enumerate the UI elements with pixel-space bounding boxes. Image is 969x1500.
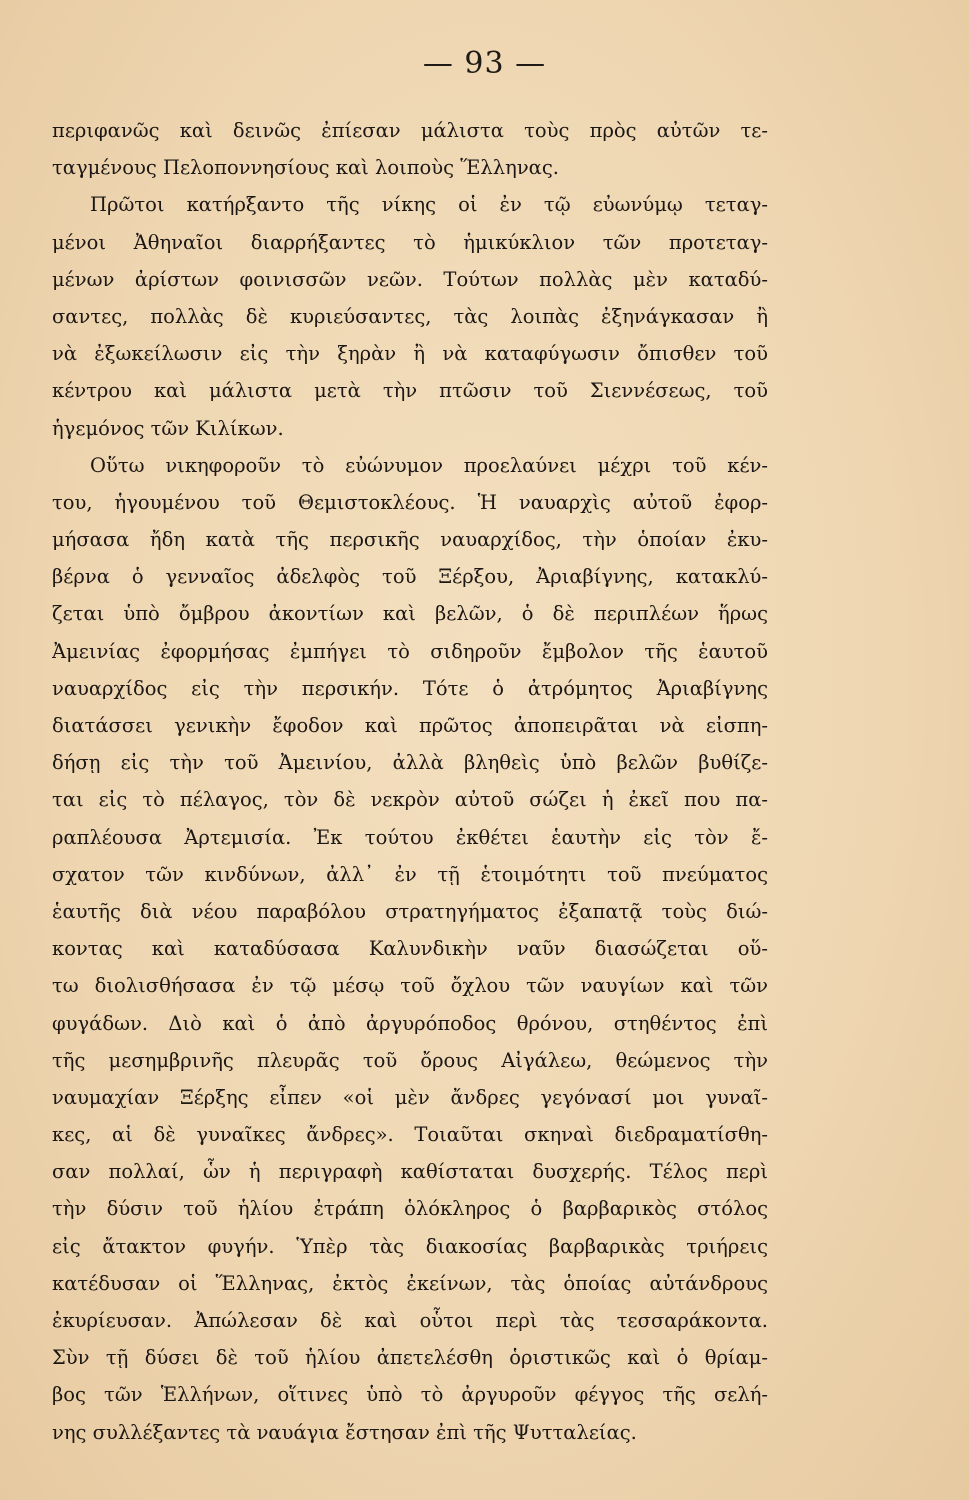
text-line: μένων ἀρίστων φοινισσῶν νεῶν. Τούτων πολλὰς μὲν καταδύ- xyxy=(52,267,768,291)
text-line: ἐκυρίευσαν. Ἀπώλεσαν δὲ καὶ οὗτοι περὶ τὰς τεσσαράκοντα. xyxy=(52,1309,768,1332)
text-line: κες, αἱ δὲ γυναῖκες ἄνδρες». Τοιαῦται σκηναὶ διεδραματίσθη- xyxy=(52,1123,768,1147)
page-number: — 93 — xyxy=(422,46,547,81)
text-line: κατέδυσαν οἱ Ἕλληνας, ἐκτὸς ἐκείνων, τὰς ὁποίας αὐτάνδρους xyxy=(52,1271,768,1295)
text-line: βέρνα ὁ γενναῖος ἀδελφὸς τοῦ Ξέρξου, Ἀριαβίγνης, κατακλύ- xyxy=(52,565,768,589)
text-line: ταγμένους Πελοποννησίους καὶ λοιποὺς Ἕλληνας. xyxy=(52,156,559,180)
text-line: τω διολισθήσασα ἐν τῷ μέσῳ τοῦ ὄχλου τῶν ναυγίων καὶ τῶν xyxy=(52,974,768,998)
text-line: ναυμαχίαν Ξέρξης εἶπεν «οἱ μὲν ἄνδρες γεγόνασί μοι γυναῖ- xyxy=(52,1085,768,1109)
text-line: Σὺν τῇ δύσει δὲ τοῦ ἡλίου ἀπετελέσθη ὁριστικῶς καὶ ὁ θρίαμ- xyxy=(52,1346,768,1370)
text-line: βος τῶν Ἑλλήνων, οἵτινες ὑπὸ τὸ ἀργυροῦν φέγγος τῆς σελή- xyxy=(52,1383,768,1407)
text-line: διατάσσει γενικὴν ἔφοδον καὶ πρῶτος ἀποπειρᾶται νὰ εἰσπη- xyxy=(52,714,768,737)
text-line: κέντρου καὶ μάλιστα μετὰ τὴν πτῶσιν τοῦ Σιεννέσεως, τοῦ xyxy=(52,379,768,403)
text-line: του, ἡγουμένου τοῦ Θεμιστοκλέους. Ἡ ναυαρχὶς αὐτοῦ ἐφορ- xyxy=(52,490,768,514)
text-line: μήσασα ἤδη κατὰ τῆς περσικῆς ναυαρχίδος, τὴν ὁποίαν ἐκυ- xyxy=(52,528,768,552)
text-line: νὰ ἐξωκείλωσιν εἰς τὴν ξηρὰν ἢ νὰ καταφύγωσιν ὄπισθεν τοῦ xyxy=(52,342,768,366)
text-line: Πρῶτοι κατήρξαντο τῆς νίκης οἱ ἐν τῷ εὐωνύμῳ τεταγ- xyxy=(90,193,768,217)
text-line: Ἀμεινίας ἐφορμήσας ἐμπήγει τὸ σιδηροῦν ἔμβολον τῆς ἑαυτοῦ xyxy=(52,639,768,663)
text-line: τὴν δύσιν τοῦ ἡλίου ἐτράπη ὁλόκληρος ὁ βαρβαρικὸς στόλος xyxy=(52,1197,768,1221)
text-line: φυγάδων. Διὸ καὶ ὁ ἀπὸ ἀργυρόποδος θρόνου, στηθέντος ἐπὶ xyxy=(52,1011,768,1035)
text-line: σαντες, πολλὰς δὲ κυριεύσαντες, τὰς λοιπὰς ἐξηνάγκασαν ἢ xyxy=(52,304,768,328)
text-line: ἡγεμόνος τῶν Κιλίκων. xyxy=(52,416,284,440)
text-line: σχατον τῶν κινδύνων, ἀλλ᾽ ἐν τῇ ἑτοιμότητι τοῦ πνεύματος xyxy=(52,862,768,886)
body-text xyxy=(52,112,768,1451)
text-line: σαν πολλαί, ὧν ἡ περιγραφὴ καθίσταται δυσχερής. Τέλος περὶ xyxy=(52,1160,768,1184)
text-line: νης συλλέξαντες τὰ ναυάγια ἔστησαν ἐπὶ τῆς Ψυτταλείας. xyxy=(52,1420,637,1444)
text-line: κοντας καὶ καταδύσασα Καλυνδικὴν ναῦν διασώζεται οὕ- xyxy=(52,937,768,961)
text-line: ται εἰς τὸ πέλαγος, τὸν δὲ νεκρὸν αὐτοῦ σώζει ἡ ἐκεῖ που πα- xyxy=(52,788,768,812)
text-line: ζεται ὑπὸ ὄμβρου ἀκοντίων καὶ βελῶν, ὁ δὲ περιπλέων ἥρως xyxy=(52,602,768,626)
text-line: μένοι Ἀθηναῖοι διαρρήξαντες τὸ ἡμικύκλιον τῶν προτεταγ- xyxy=(52,230,768,254)
text-line: ναυαρχίδος εἰς τὴν περσικήν. Τότε ὁ ἀτρόμητος Ἀριαβίγνης xyxy=(52,676,768,700)
text-line: ἑαυτῆς διὰ νέου παραβόλου στρατηγήματος ἐξαπατᾷ τοὺς διώ- xyxy=(52,899,768,923)
text-line: εἰς ἄτακτον φυγήν. Ὑπὲρ τὰς διακοσίας βαρβαρικὰς τριήρεις xyxy=(52,1234,768,1258)
text-line: δήσῃ εἰς τὴν τοῦ Ἀμεινίου, ἀλλὰ βληθεὶς ὑπὸ βελῶν βυθίζε- xyxy=(52,751,768,775)
text-line: περιφανῶς καὶ δεινῶς ἐπίεσαν μάλιστα τοὺς πρὸς αὐτῶν τε- xyxy=(52,119,768,142)
text-line: Οὕτω νικηφοροῦν τὸ εὐώνυμον προελαύνει μέχρι τοῦ κέν- xyxy=(90,453,768,477)
text-line: τῆς μεσημβρινῆς πλευρᾶς τοῦ ὄρους Αἰγάλεω, θεώμενος τὴν xyxy=(52,1048,768,1072)
text-line: ραπλέουσα Ἀρτεμισία. Ἐκ τούτου ἐκθέτει ἑαυτὴν εἰς τὸν ἔ- xyxy=(52,825,768,849)
